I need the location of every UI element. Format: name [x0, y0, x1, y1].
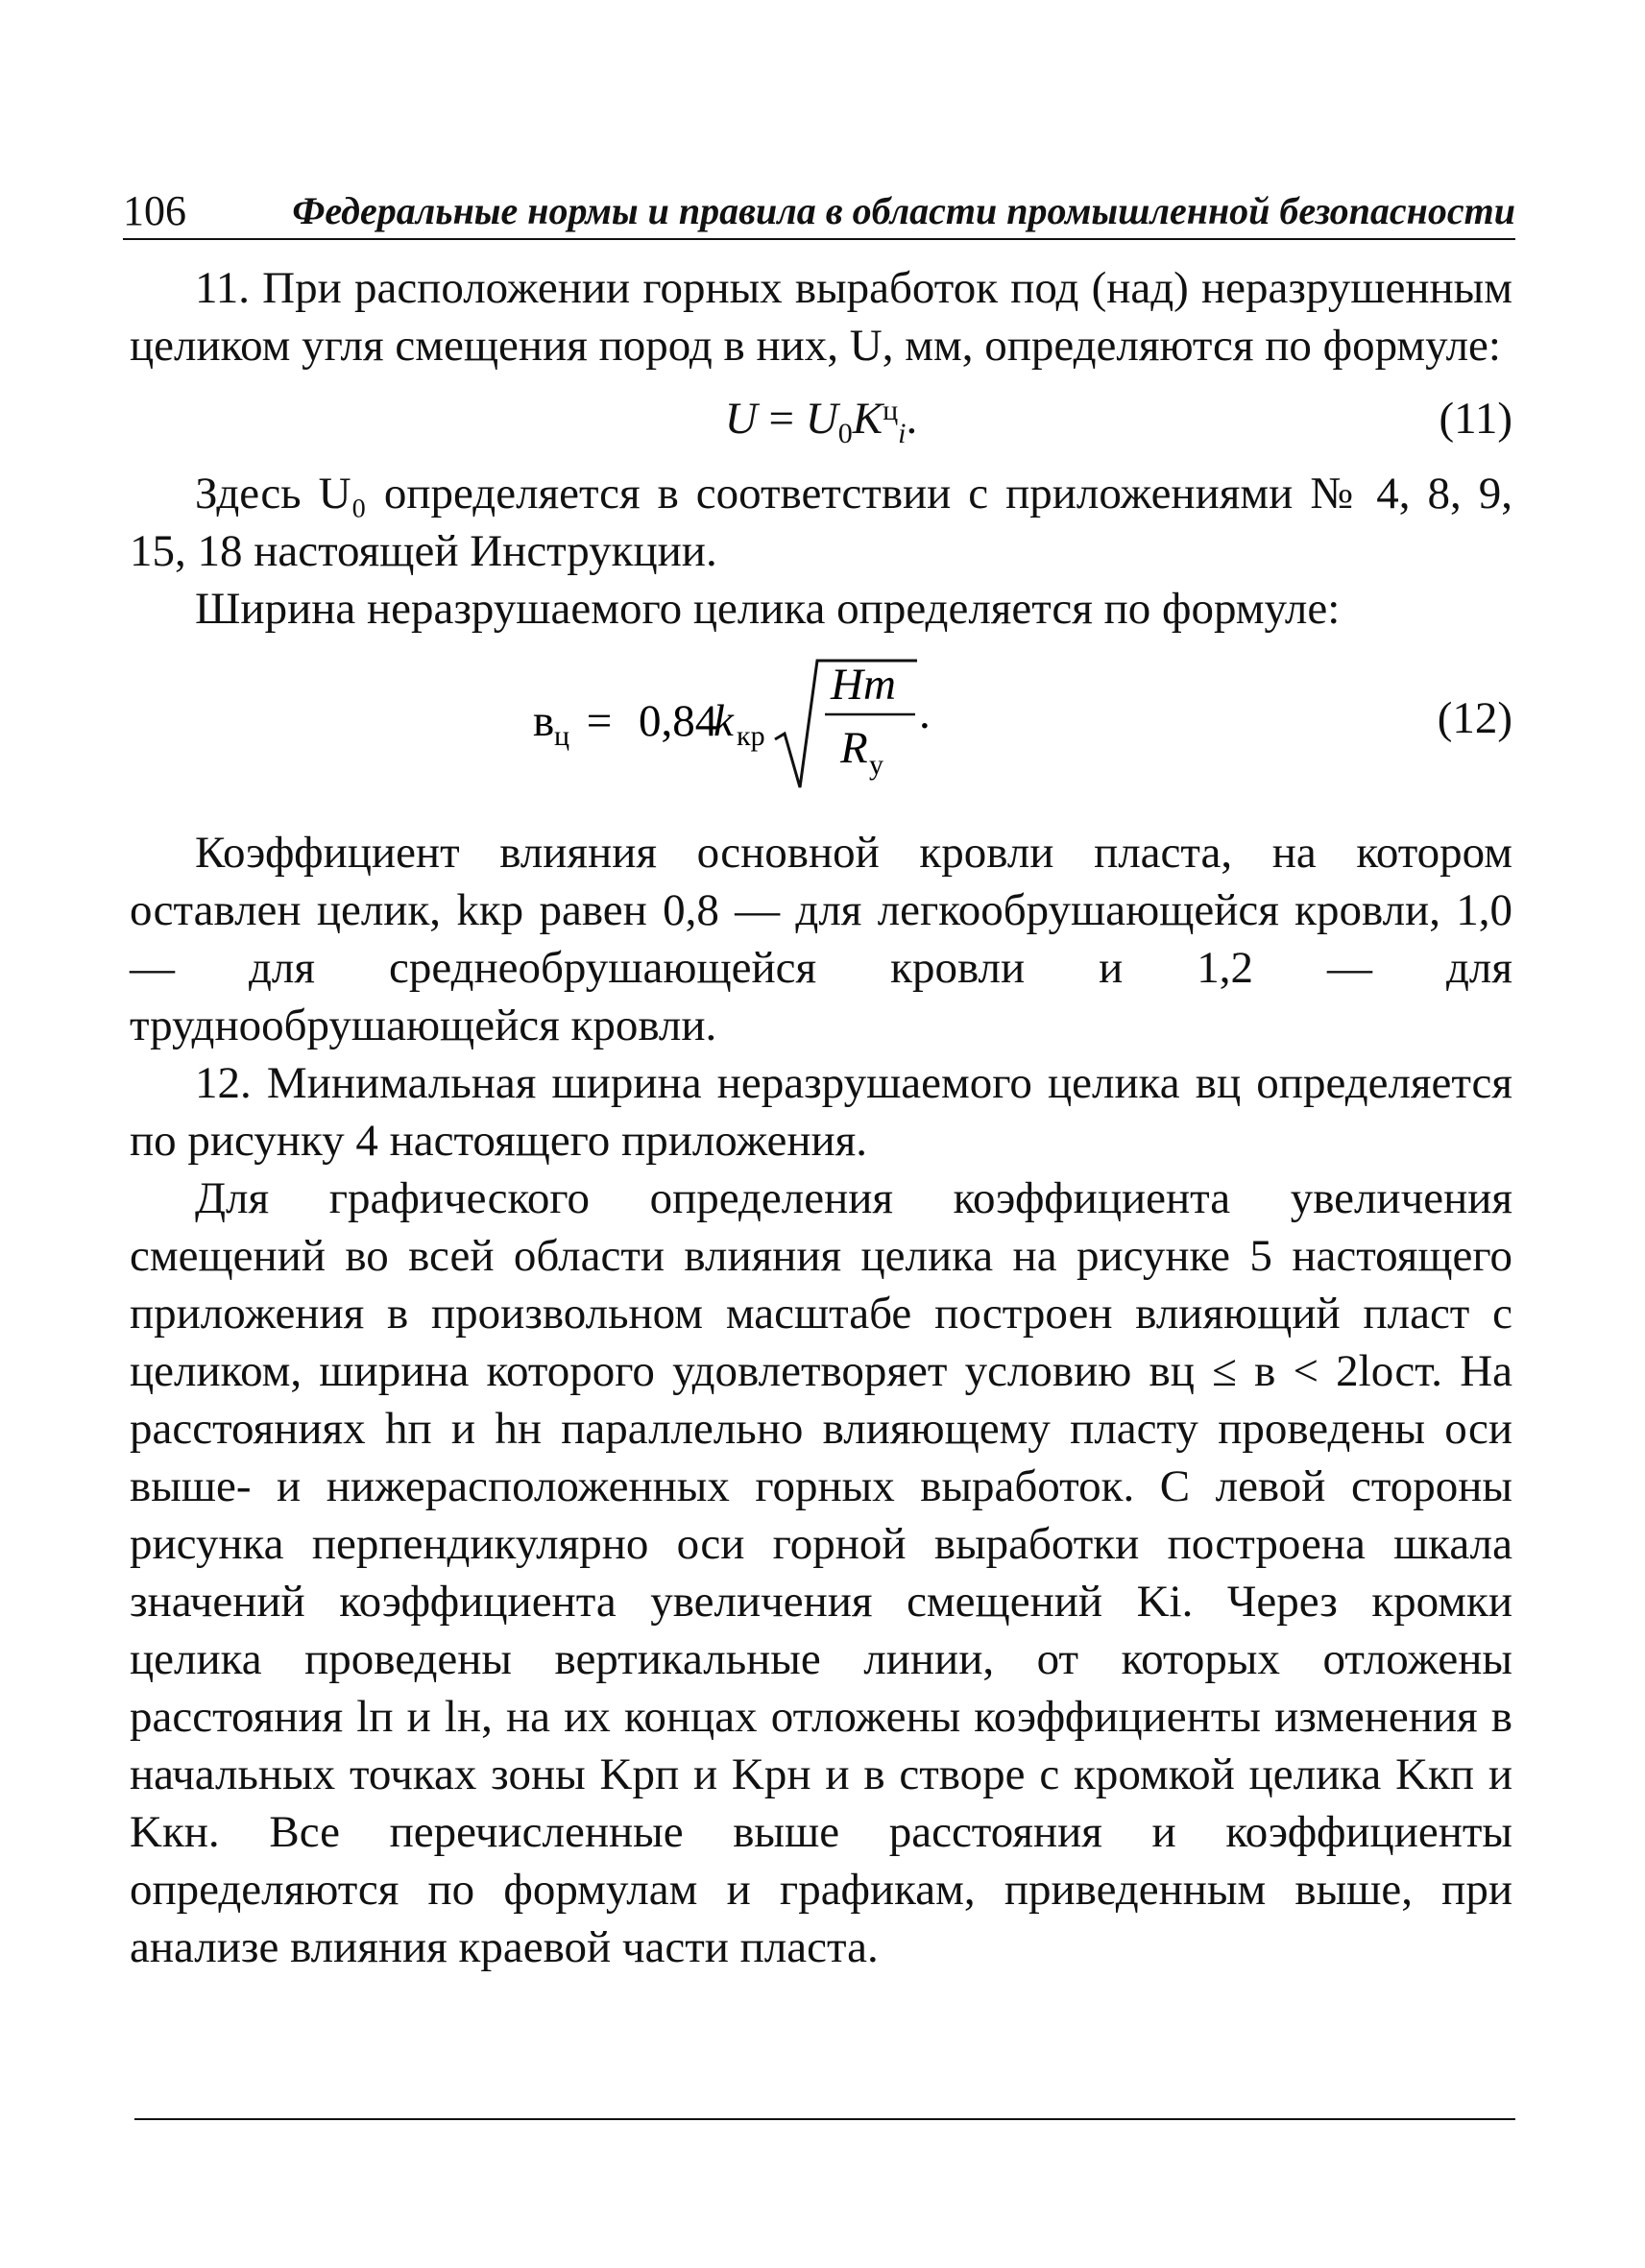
formula-11	[130, 382, 1512, 459]
formula-12-k: k	[714, 696, 734, 746]
formula-12-denominator: R	[840, 723, 868, 773]
formula-12-eq: =	[575, 696, 624, 746]
paragraph-item-12: 12. Минимальная ширина неразрушаемого целика вц определяется по рисунку 4 настоящего приложения.	[130, 1058, 1512, 1166]
paragraph-item-11: 11. При расположении горных выработок под (над) неразрушенным целиком угля смещения пород в них, U, мм, определяются по формуле:	[130, 263, 1512, 371]
paragraph-graphical: Для графического определения коэффициента увеличения смещений во всей области влияния целика на рисунке 5 настоящего приложения в произвольном масштабе построен влияющий пласт с целиком, ширина которого удовлетворяет условию вц ≤ в < 2lост. На расстояниях hп и hн параллельно влияющему пласту проведены оси выше- и нижерасположенных горных выработок. С левой стороны рисунка перпендикулярно оси горной выработки построена шкала значений коэффициента увеличения смещений Ki. Через кромки целика проведены вертикальные линии, от которых отложены расстояния lп и lн, на их концах отложены коэффициенты изменения в начальных точках зоны Kрп и Kрн и в створе с кромкой целика Kкп и Kкн. Все перечисленные выше расстояния и коэффициенты определяются по формулам и графикам, приведенным выше, при анализе влияния краевой части пласта.	[130, 1173, 1512, 1972]
formula-12-end: .	[919, 688, 931, 738]
formula-12-lhs-sub: ц	[554, 720, 570, 752]
formula-12-expression	[533, 651, 1148, 795]
formula-12-lhs: в	[533, 696, 555, 746]
footer-divider	[134, 2118, 1515, 2120]
running-title: Федеральные нормы и правила в области промышленной безопасности	[292, 189, 1515, 232]
paragraph-width: Ширина неразрушаемого целика определяется по формуле:	[195, 584, 1341, 634]
formula-11-expression: $U = U_0K^ц_i$.	[724, 394, 918, 449]
formula-12	[130, 651, 1512, 795]
formula-12-number: (12)	[1437, 693, 1512, 743]
page-body	[130, 259, 1512, 1976]
formula-12-coef: 0,84	[639, 696, 718, 746]
formula-12-numerator: Hm	[831, 660, 896, 710]
formula-11-number: (11)	[1439, 394, 1512, 444]
page-header	[123, 182, 1515, 240]
page-number: 106	[123, 187, 186, 234]
formula-12-denominator-sub: у	[869, 749, 883, 781]
paragraph-here: Здесь U₀ определяется в соответствии с приложениями № 4, 8, 9, 15, 18 настоящей Инструкции.	[130, 469, 1512, 576]
paragraph-coefficient: Коэффициент влияния основной кровли пласта, на котором оставлен целик, kкр равен 0,8 — для легкообрушающейся кровли, 1,0 — для среднеобрушающейся кровли и 1,2 — для труднообрушающейся кровли.	[130, 828, 1512, 1050]
formula-12-k-sub: кр	[737, 720, 765, 752]
